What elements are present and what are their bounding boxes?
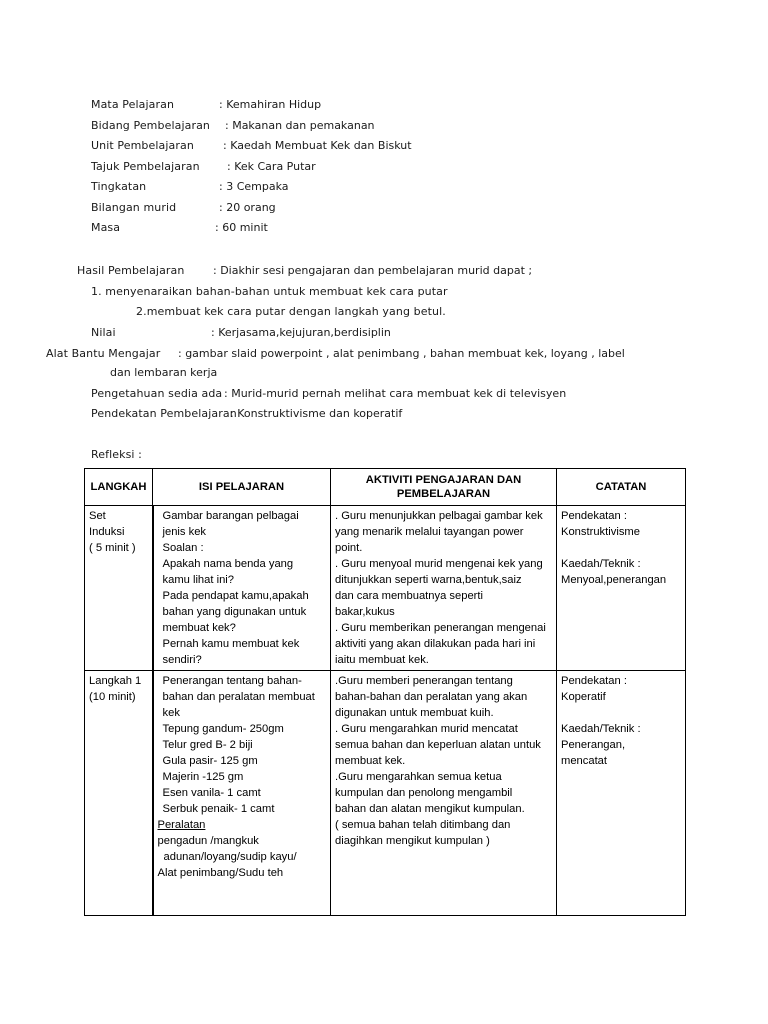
cell-langkah [85, 671, 153, 916]
cell-line: iaitu membuat kek. [335, 654, 429, 666]
table-row [85, 671, 686, 916]
cell-line: ( 5 minit ) [89, 542, 136, 554]
cell-line: .Guru mengarahkan semua ketua [335, 771, 502, 783]
cell-line: jenis kek [162, 526, 207, 538]
nilai-label: Nilai [91, 326, 116, 339]
cell-line: Pendekatan : [561, 510, 627, 522]
header-isi: ISI PELAJARAN [153, 469, 331, 506]
cell-catatan [557, 671, 686, 916]
hasil-label: Hasil Pembelajaran [77, 264, 185, 277]
cell-langkah [85, 506, 153, 671]
cell-isi [153, 671, 331, 916]
cell-line: Penerangan tentang bahan- [162, 675, 302, 687]
cell-line: kumpulan dan penolong mengambil [335, 787, 513, 799]
alat-label: Alat Bantu Mengajar [46, 347, 161, 360]
cell-line: Induksi [89, 526, 125, 538]
objective-2: 2.membuat kek cara putar dengan langkah yang betul. [136, 305, 446, 318]
header-catatan: CATATAN [557, 469, 686, 506]
cell-aktiviti [331, 671, 557, 916]
cell-line: Apakah nama benda yang [162, 558, 294, 570]
cell-line: kamu lihat ini? [162, 574, 235, 586]
header-langkah: LANGKAH [85, 469, 153, 506]
info-value: : Makanan dan pemakanan [225, 118, 375, 132]
cell-line: semua bahan dan keperluan alatan untuk [335, 739, 541, 751]
cell-line: Serbuk penaik- 1 camt [162, 803, 275, 815]
cell-line: Telur gred B- 2 biji [162, 739, 253, 751]
cell-line: sendiri? [162, 654, 202, 666]
cell-line: Pendekatan : [561, 675, 627, 687]
info-label: Bilangan murid [91, 200, 177, 214]
cell-line: Pernah kamu membuat kek [162, 638, 300, 650]
cell-isi [153, 506, 331, 671]
refleksi-label: Refleksi : [91, 448, 142, 461]
info-value: : 20 orang [219, 200, 276, 214]
cell-line: Kaedah/Teknik : [561, 558, 641, 570]
peralatan-title: Peralatan [157, 819, 206, 831]
peralatan-item: adunan/loyang/sudip kayu/ [163, 851, 297, 863]
cell-line: ( semua bahan telah ditimbang dan [335, 819, 511, 831]
peralatan-item: Alat penimbang/Sudu teh [157, 867, 284, 879]
cell-line: Gula pasir- 125 gm [162, 755, 258, 767]
cell-line: Penerangan, [561, 739, 626, 751]
cell-line: . Guru menyoal murid mengenai kek yang [335, 558, 543, 570]
info-label: Tingkatan [91, 180, 147, 193]
cell-line: bahan dan alatan mengikut kumpulan. [335, 803, 525, 815]
cell-line: bahan yang digunakan untuk [162, 606, 307, 618]
pendekatan-label: Pendekatan Pembelajaran [91, 407, 237, 420]
info-value: : Kemahiran Hidup [219, 98, 322, 111]
cell-line: (10 minit) [89, 691, 136, 703]
cell-line: . Guru memberikan penerangan mengenai [335, 622, 546, 634]
cell-line: digunakan untuk membuat kuih. [335, 707, 494, 719]
alat-cont: dan lembaran kerja [110, 366, 218, 379]
cell-line: Tepung gandum- 250gm [162, 723, 284, 735]
cell-line: ditunjukkan seperti warna,bentuk,saiz [335, 574, 522, 586]
cell-line: mencatat [561, 755, 608, 767]
pendekatan-value: : Konstruktivisme dan koperatif [230, 407, 403, 420]
header-aktiviti: AKTIVITI PENGAJARAN DAN PEMBELAJARAN [331, 469, 557, 506]
cell-line: bahan dan peralatan membuat [162, 691, 315, 703]
info-label: Masa [91, 221, 121, 234]
info-label: Unit Pembelajaran [91, 139, 194, 152]
cell-line: Menyoal,penerangan [561, 574, 667, 586]
cell-line: Pada pendapat kamu,apakah [162, 590, 309, 602]
cell-line: Langkah 1 [89, 675, 142, 687]
cell-line: aktiviti yang akan dilakukan pada hari ini [335, 638, 536, 650]
cell-line: Majerin -125 gm [162, 771, 244, 783]
cell-line: membuat kek. [335, 755, 406, 767]
cell-line: dan cara membuatnya seperti [335, 590, 484, 602]
info-label: Mata Pelajaran [91, 98, 175, 111]
cell-line: bakar,kukus [335, 606, 395, 618]
info-value: : 3 Cempaka [219, 180, 289, 193]
lesson-plan-table [84, 468, 686, 916]
info-value: : 60 minit [215, 221, 268, 234]
cell-line: yang menarik melalui tayangan power [335, 526, 524, 538]
cell-line: Esen vanila- 1 camt [162, 787, 261, 799]
cell-line: Soalan : [162, 542, 204, 554]
alat-value: : gambar slaid powerpoint , alat penimbang , bahan membuat kek, loyang , label [178, 347, 625, 360]
cell-line: diagihkan mengikut kumpulan ) [335, 835, 490, 847]
table-header-row [85, 469, 686, 506]
cell-line: point. [335, 542, 363, 554]
info-value: : Kek Cara Putar [227, 159, 316, 173]
pengetahuan-label: Pengetahuan sedia ada [91, 387, 223, 400]
info-value: : Kaedah Membuat Kek dan Biskut [223, 139, 412, 152]
cell-line: Koperatif [561, 691, 606, 703]
info-label: Bidang Pembelajaran [91, 118, 210, 132]
cell-aktiviti [331, 506, 557, 671]
cell-line: membuat kek? [162, 622, 236, 634]
peralatan-item: pengadun /mangkuk [157, 835, 259, 847]
cell-line: Kaedah/Teknik : [561, 723, 641, 735]
cell-line [561, 540, 681, 556]
objective-1: 1. menyenaraikan bahan-bahan untuk membuat kek cara putar [91, 285, 448, 298]
cell-line: .Guru memberi penerangan tentang [335, 675, 513, 687]
table-row [85, 506, 686, 671]
cell-line: Konstruktivisme [561, 526, 640, 538]
pengetahuan-value: : Murid-murid pernah melihat cara membuat kek di televisyen [224, 387, 567, 400]
hasil-value: : Diakhir sesi pengajaran dan pembelajaran murid dapat ; [213, 264, 533, 277]
nilai-value: : Kerjasama,kejujuran,berdisiplin [211, 326, 391, 339]
cell-catatan [557, 506, 686, 671]
cell-line: kek [162, 707, 180, 719]
cell-line: bahan-bahan dan peralatan yang akan [335, 691, 528, 703]
cell-line [561, 705, 681, 721]
cell-line: Set [89, 510, 106, 522]
info-label: Tajuk Pembelajaran [91, 159, 200, 173]
cell-line: Gambar barangan pelbagai [162, 510, 299, 522]
cell-line: . Guru mengarahkan murid mencatat [335, 723, 518, 735]
cell-line: . Guru menunjukkan pelbagai gambar kek [335, 510, 543, 522]
